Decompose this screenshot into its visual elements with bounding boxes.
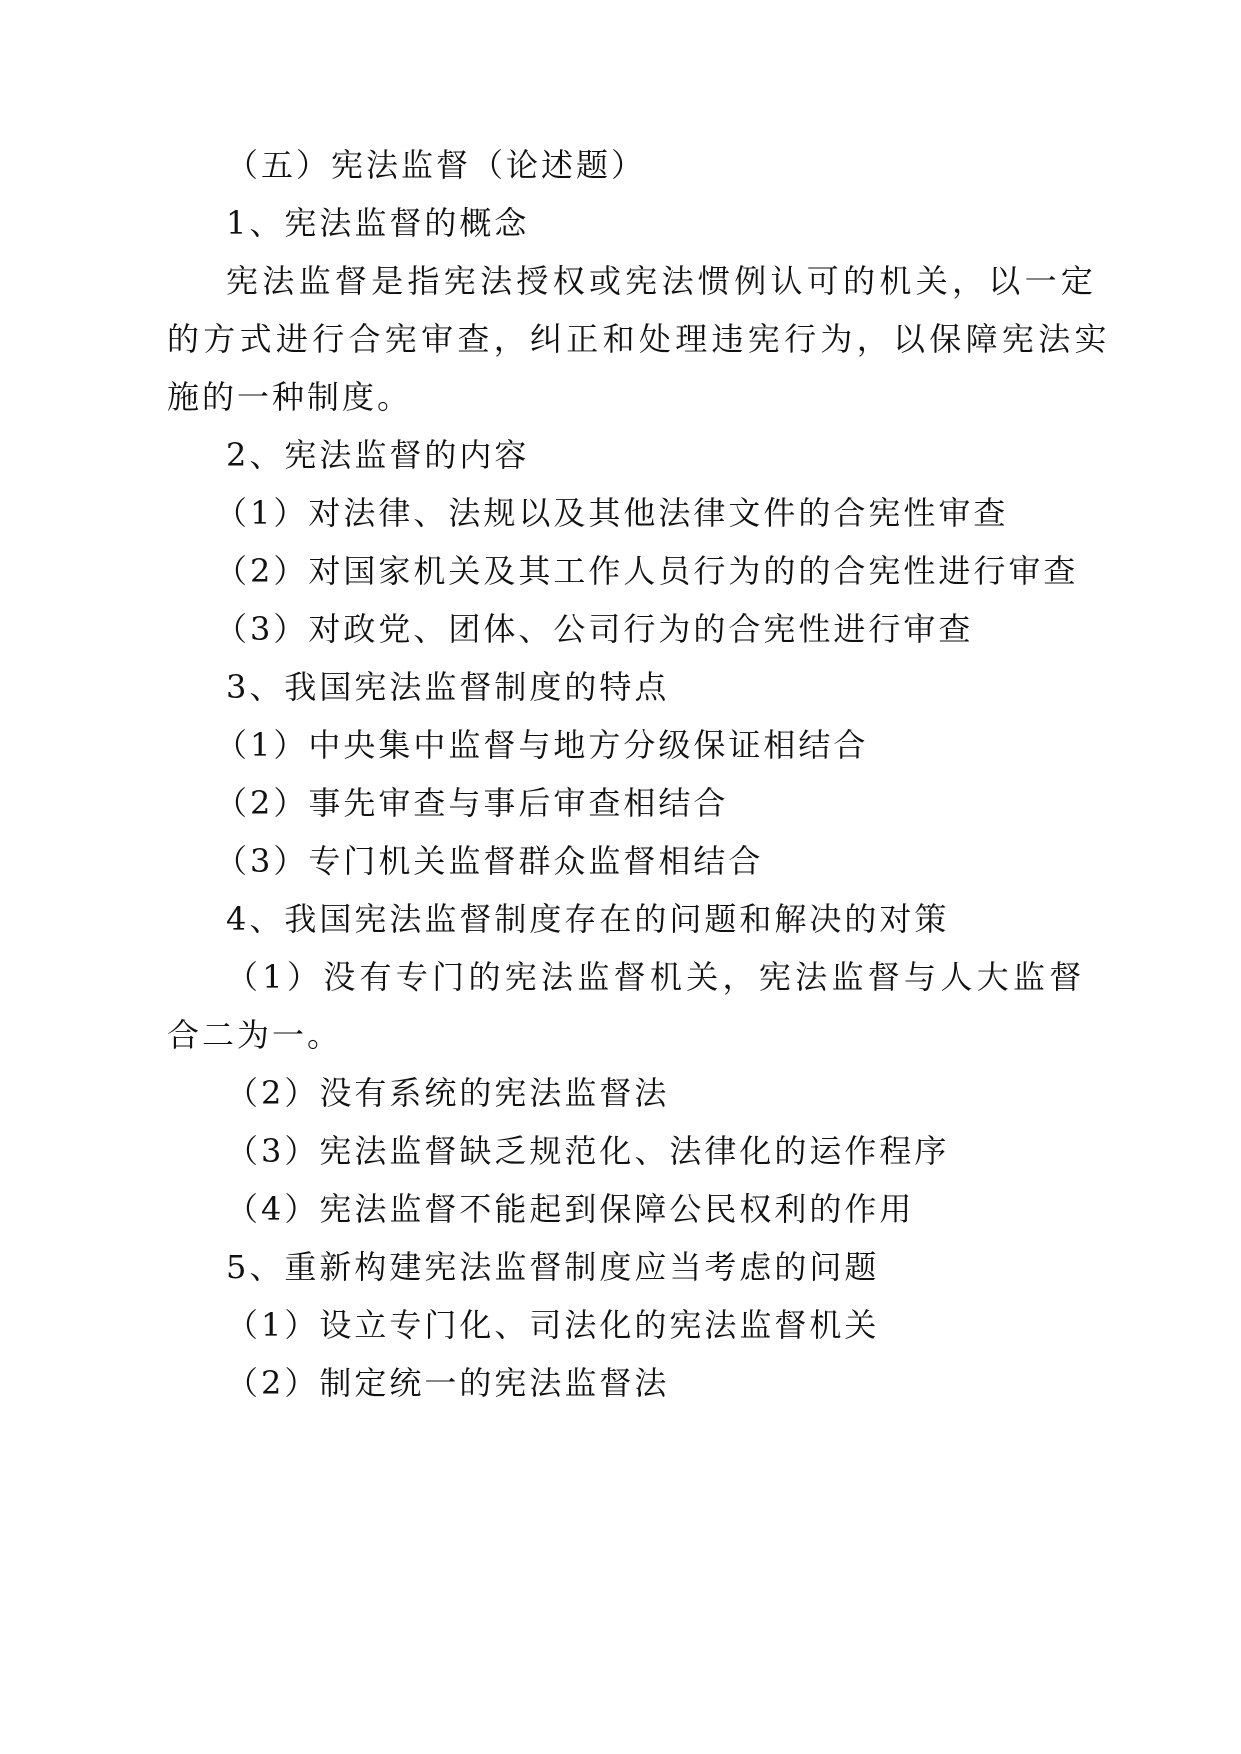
heading-2: 2、宪法监督的内容 xyxy=(226,436,530,474)
list-item: （3）专门机关监督群众监督相结合 xyxy=(215,842,764,880)
paragraph-line: 的方式进行合宪审查，纠正和处理违宪行为，以保障宪法实 xyxy=(167,320,1111,358)
list-item: （3）对政党、团体、公司行为的合宪性进行审查 xyxy=(215,610,974,648)
paragraph-line: 宪法监督是指宪法授权或宪法惯例认可的机关，以一定 xyxy=(226,262,1098,300)
section-title: （五）宪法监督（论述题） xyxy=(226,146,647,184)
list-item: （1）设立专门化、司法化的宪法监督机关 xyxy=(226,1306,880,1344)
list-item: （2）制定统一的宪法监督法 xyxy=(226,1364,670,1402)
list-item-continuation: 合二为一。 xyxy=(167,1016,343,1054)
list-item: （2）没有系统的宪法监督法 xyxy=(226,1074,670,1112)
list-item: （1）没有专门的宪法监督机关，宪法监督与人大监督 xyxy=(226,958,1086,996)
list-item: （3）宪法监督缺乏规范化、法律化的运作程序 xyxy=(226,1132,950,1170)
list-item: （4）宪法监督不能起到保障公民权利的作用 xyxy=(226,1190,915,1228)
list-item: （2）对国家机关及其工作人员行为的的合宪性进行审查 xyxy=(215,552,1079,590)
heading-3: 3、我国宪法监督制度的特点 xyxy=(226,668,670,706)
heading-4: 4、我国宪法监督制度存在的问题和解决的对策 xyxy=(226,900,950,938)
list-item: （2）事先审查与事后审查相结合 xyxy=(215,784,729,822)
heading-5: 5、重新构建宪法监督制度应当考虑的问题 xyxy=(226,1248,880,1286)
list-item: （1）对法律、法规以及其他法律文件的合宪性审查 xyxy=(215,494,1009,532)
paragraph-line: 施的一种制度。 xyxy=(167,378,413,416)
list-item: （1）中央集中监督与地方分级保证相结合 xyxy=(215,726,869,764)
heading-1: 1、宪法监督的概念 xyxy=(226,204,530,242)
